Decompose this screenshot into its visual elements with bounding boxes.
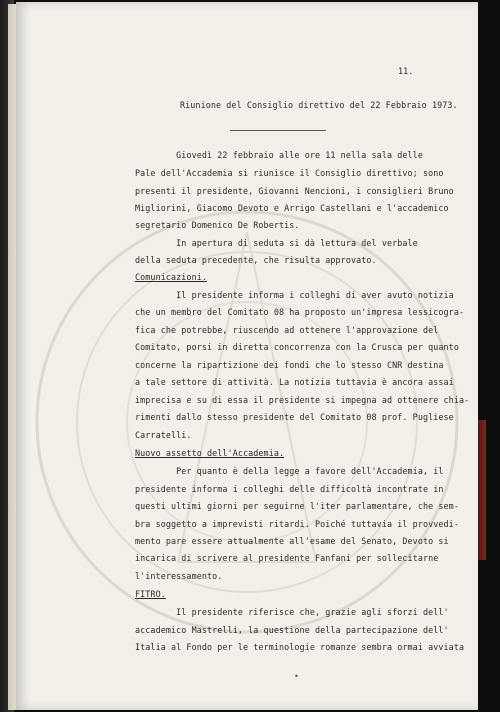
text-line: presidente informa i colleghi delle difficoltà incontrate in bbox=[135, 484, 444, 494]
text-line: concerne la ripartizione dei fondi che lo stesso CNR destina bbox=[135, 360, 444, 370]
section-heading-nuovo-assetto: Nuovo assetto dell'Accademia. bbox=[135, 448, 285, 458]
section-heading-comunicazioni: Comunicazioni. bbox=[135, 272, 207, 282]
text-line: fica che potrebbe, riuscendo ad ottenere l'approvazione del bbox=[135, 325, 439, 335]
text-line: incarica di scrivere al presidente Fanfani per sollecitarne bbox=[135, 553, 439, 563]
text-line: Il presidente riferisce che, grazie agli sforzi dell' bbox=[135, 607, 449, 617]
text-line: l'interessamento. bbox=[135, 571, 223, 581]
text-line: accademico Mastrelli, la questione della partecipazione dell' bbox=[135, 625, 449, 635]
text-line: segretario Domenico De Robertis. bbox=[135, 220, 300, 230]
red-bookmark-edge bbox=[478, 420, 486, 560]
text-line: Per quanto è della legge a favore dell'Accademia, il bbox=[135, 466, 444, 476]
text-line: imprecisa e su di essa il presidente si impegna ad ottenere chia- bbox=[135, 395, 470, 405]
text-line: presenti il presidente, Giovanni Nencioni, i consiglieri Bruno bbox=[135, 186, 454, 196]
text-line: che un membro del Comitato 08 ha proposto un'impresa lessicogra- bbox=[135, 307, 465, 317]
text-line: Giovedì 22 febbraio alle ore 11 nella sala delle bbox=[135, 150, 423, 160]
text-line: In apertura di seduta si dà lettura del verbale bbox=[135, 238, 418, 248]
text-line: Il presidente informa i colleghi di aver avuto notizia bbox=[135, 290, 454, 300]
text-line: Italia al Fondo per le terminologie romanze sembra ormai avviata bbox=[135, 642, 465, 652]
text-line: a tale settore di attività. La notizia tuttavia è ancora assai bbox=[135, 377, 454, 387]
text-line: rimenti dallo stesso presidente del Comitato 08 prof. Pugliese bbox=[135, 412, 454, 422]
meeting-title: Riunione del Consiglio direttivo del 22 Febbraio 1973. bbox=[180, 100, 458, 110]
text-line: Migliorini, Giacomo Devoto e Arrigo Castellani e l'accademico bbox=[135, 203, 449, 213]
text-line: Pale dell'Accademia si riunisce il Consiglio direttivo; sono bbox=[135, 168, 444, 178]
text-line: Carratelli. bbox=[135, 430, 192, 440]
text-line: questi ultimi giorni per seguirne l'iter parlamentare, che sem- bbox=[135, 501, 459, 511]
text-line: Comitato, porsi in diretta concorrenza con la Crusca per quanto bbox=[135, 342, 459, 352]
page-footer-mark: • bbox=[294, 672, 299, 681]
page-number: 11. bbox=[398, 66, 414, 76]
title-separator-rule bbox=[230, 130, 326, 131]
text-line: della seduta precedente, che risulta approvato. bbox=[135, 255, 377, 265]
section-heading-fitro: FITRO. bbox=[135, 589, 166, 599]
text-line: bra soggetto a imprevisti ritardi. Poiché tuttavia il provvedi- bbox=[135, 519, 459, 529]
text-line: mento pare essere attualmente all'esame del Senato, Devoto si bbox=[135, 536, 449, 546]
